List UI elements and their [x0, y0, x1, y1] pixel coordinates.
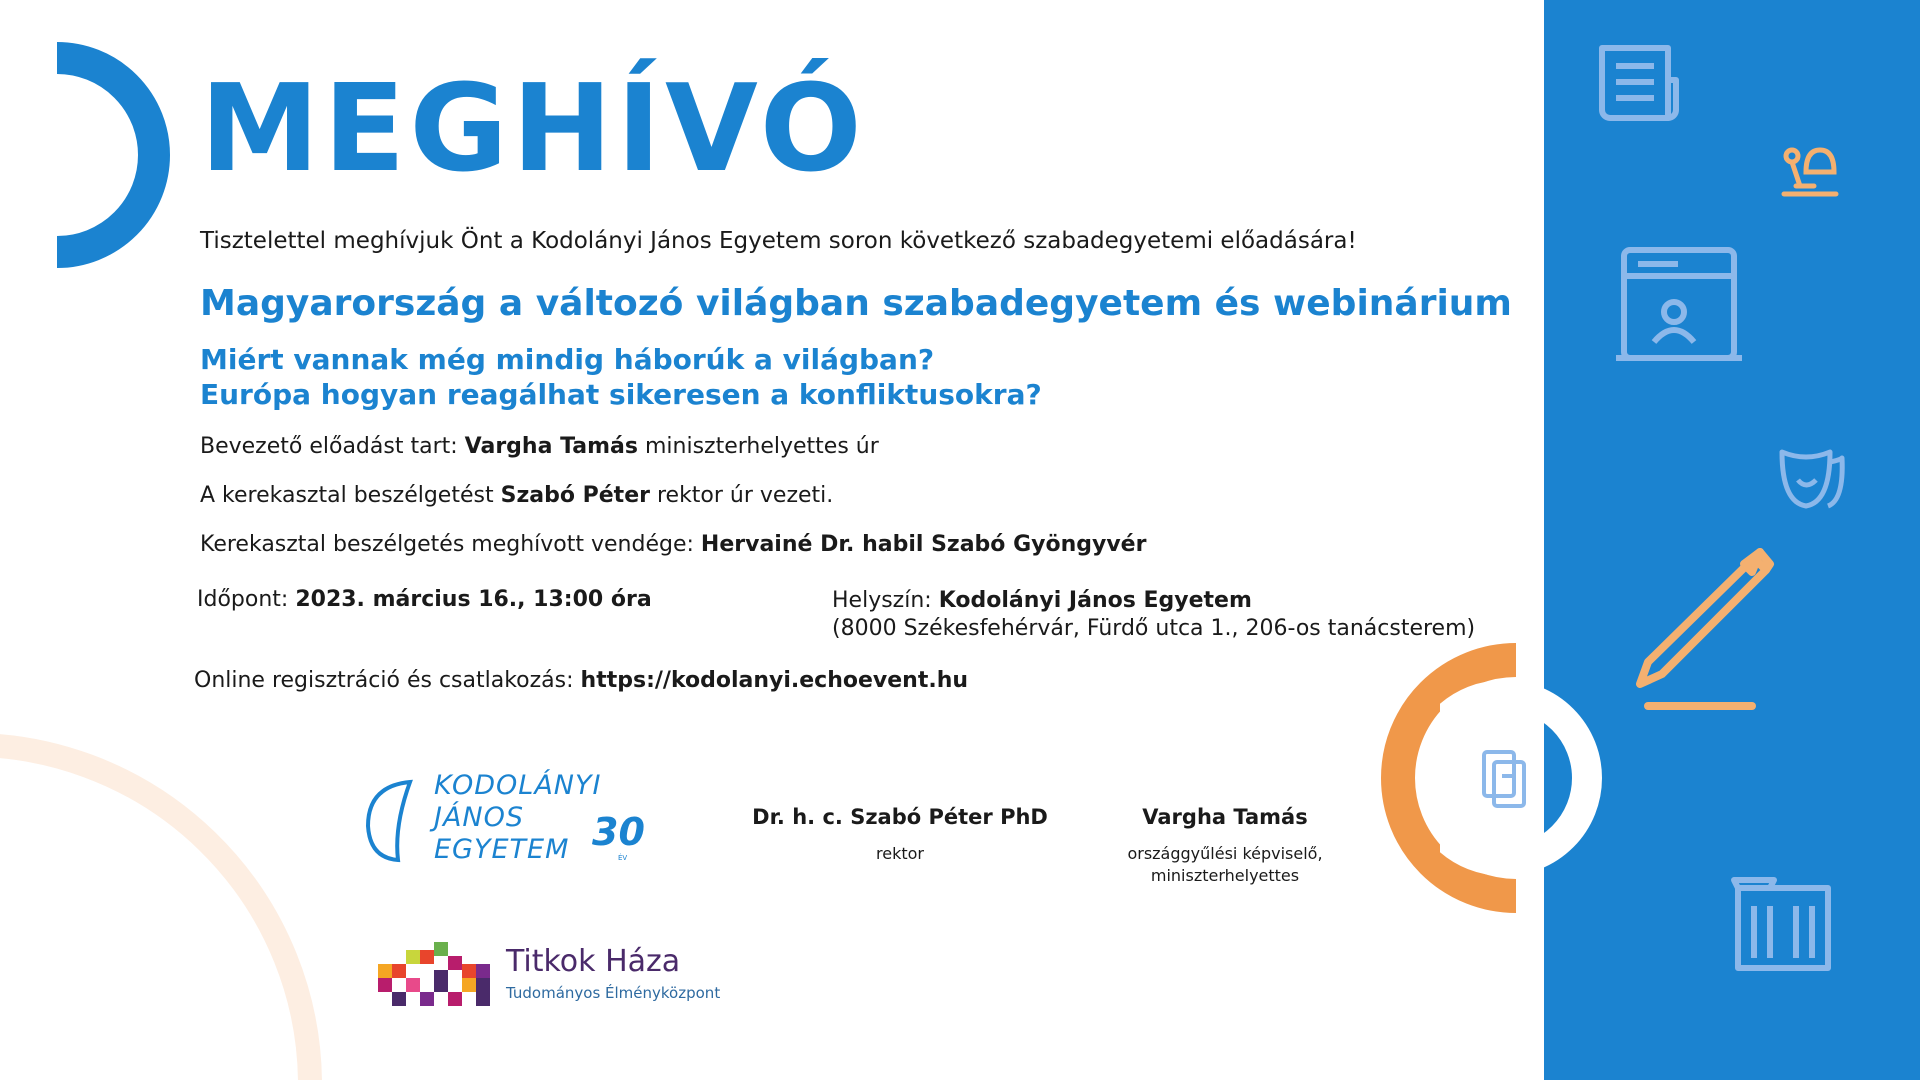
time-label: Időpont: — [197, 587, 289, 612]
signatory-2-role-2: miniszterhelyettes — [1150, 866, 1300, 885]
signatory-2-role-1: országgyűlési képviselő, — [1127, 844, 1323, 863]
intro-speaker-name: Vargha Tamás — [464, 434, 638, 459]
titkok-haza-title: Titkok Háza — [506, 944, 681, 979]
online-registration — [194, 668, 968, 693]
intro-speaker-prefix: Bevezető előadást tart: — [200, 434, 458, 459]
signatory-2-name: Vargha Tamás — [1142, 805, 1308, 829]
kje-badge-sub: ÉV — [618, 854, 628, 862]
place-value: Kodolányi János Egyetem — [938, 588, 1252, 613]
video-lecture-icon — [1616, 250, 1742, 358]
event-place — [832, 587, 1475, 643]
theater-masks-icon — [1782, 452, 1842, 506]
page-title: MEGHÍVÓ — [200, 60, 866, 199]
event-title: Magyarország a változó világban szabadegyetem és webinárium — [200, 283, 1512, 324]
moderator-name: Szabó Péter — [500, 483, 650, 508]
kje-logo-mark — [364, 776, 424, 866]
bell-lamp-icon — [1784, 150, 1836, 194]
online-label: Online regisztráció és csatlakozás: — [194, 668, 574, 693]
intro-speaker-suffix: miniszterhelyettes úr — [644, 434, 879, 459]
titkok-haza-logo — [378, 940, 738, 1020]
tablet-icon — [1484, 752, 1524, 806]
kje-logo — [364, 770, 664, 870]
moderator-suffix: rektor úr vezeti. — [656, 483, 834, 508]
intro-text: Tisztelettel meghívjuk Önt a Kodolányi János Egyetem soron következő szabadegyetemi előadására! — [200, 228, 1357, 254]
guest-prefix: Kerekasztal beszélgetés meghívott vendége: — [200, 532, 694, 557]
signatory-2 — [1100, 805, 1350, 887]
event-time — [197, 587, 652, 612]
place-label: Helyszín: — [832, 588, 932, 613]
guest-name: Hervainé Dr. habil Szabó Gyöngyvér — [700, 532, 1147, 557]
signatory-1-name: Dr. h. c. Szabó Péter PhD — [752, 805, 1048, 829]
place-address: (8000 Székesfehérvár, Fürdő utca 1., 206-os tanácsterem) — [832, 616, 1476, 641]
pen-icon — [1640, 552, 1770, 706]
panel-icons — [1544, 0, 1920, 1080]
registration-link[interactable]: https://kodolanyi.echoevent.hu — [580, 668, 969, 693]
kje-logo-text: KODOLÁNYI JÁNOS EGYETEM — [434, 770, 602, 865]
moderator-line — [200, 483, 833, 508]
question-1: Miért vannak még mindig háborúk a világban? — [200, 343, 935, 376]
signatory-1 — [730, 805, 1070, 865]
building-icon — [1734, 880, 1828, 968]
titkok-haza-subtitle: Tudományos Élményközpont — [506, 984, 721, 1002]
titkok-haza-mark — [378, 942, 498, 1008]
signatory-1-role: rektor — [876, 844, 924, 863]
kje-30-badge: 30 — [592, 810, 645, 854]
intro-speaker-line — [200, 434, 879, 459]
time-value: 2023. március 16., 13:00 óra — [295, 587, 652, 612]
peach-arc-decor — [0, 745, 310, 1080]
moderator-prefix: A kerekasztal beszélgetést — [200, 483, 494, 508]
event-questions — [200, 342, 1042, 412]
guest-line — [200, 532, 1146, 557]
newspaper-icon — [1602, 48, 1676, 118]
blue-arc-decor — [57, 58, 154, 252]
question-2: Európa hogyan reagálhat sikeresen a konfliktusokra? — [200, 378, 1042, 411]
